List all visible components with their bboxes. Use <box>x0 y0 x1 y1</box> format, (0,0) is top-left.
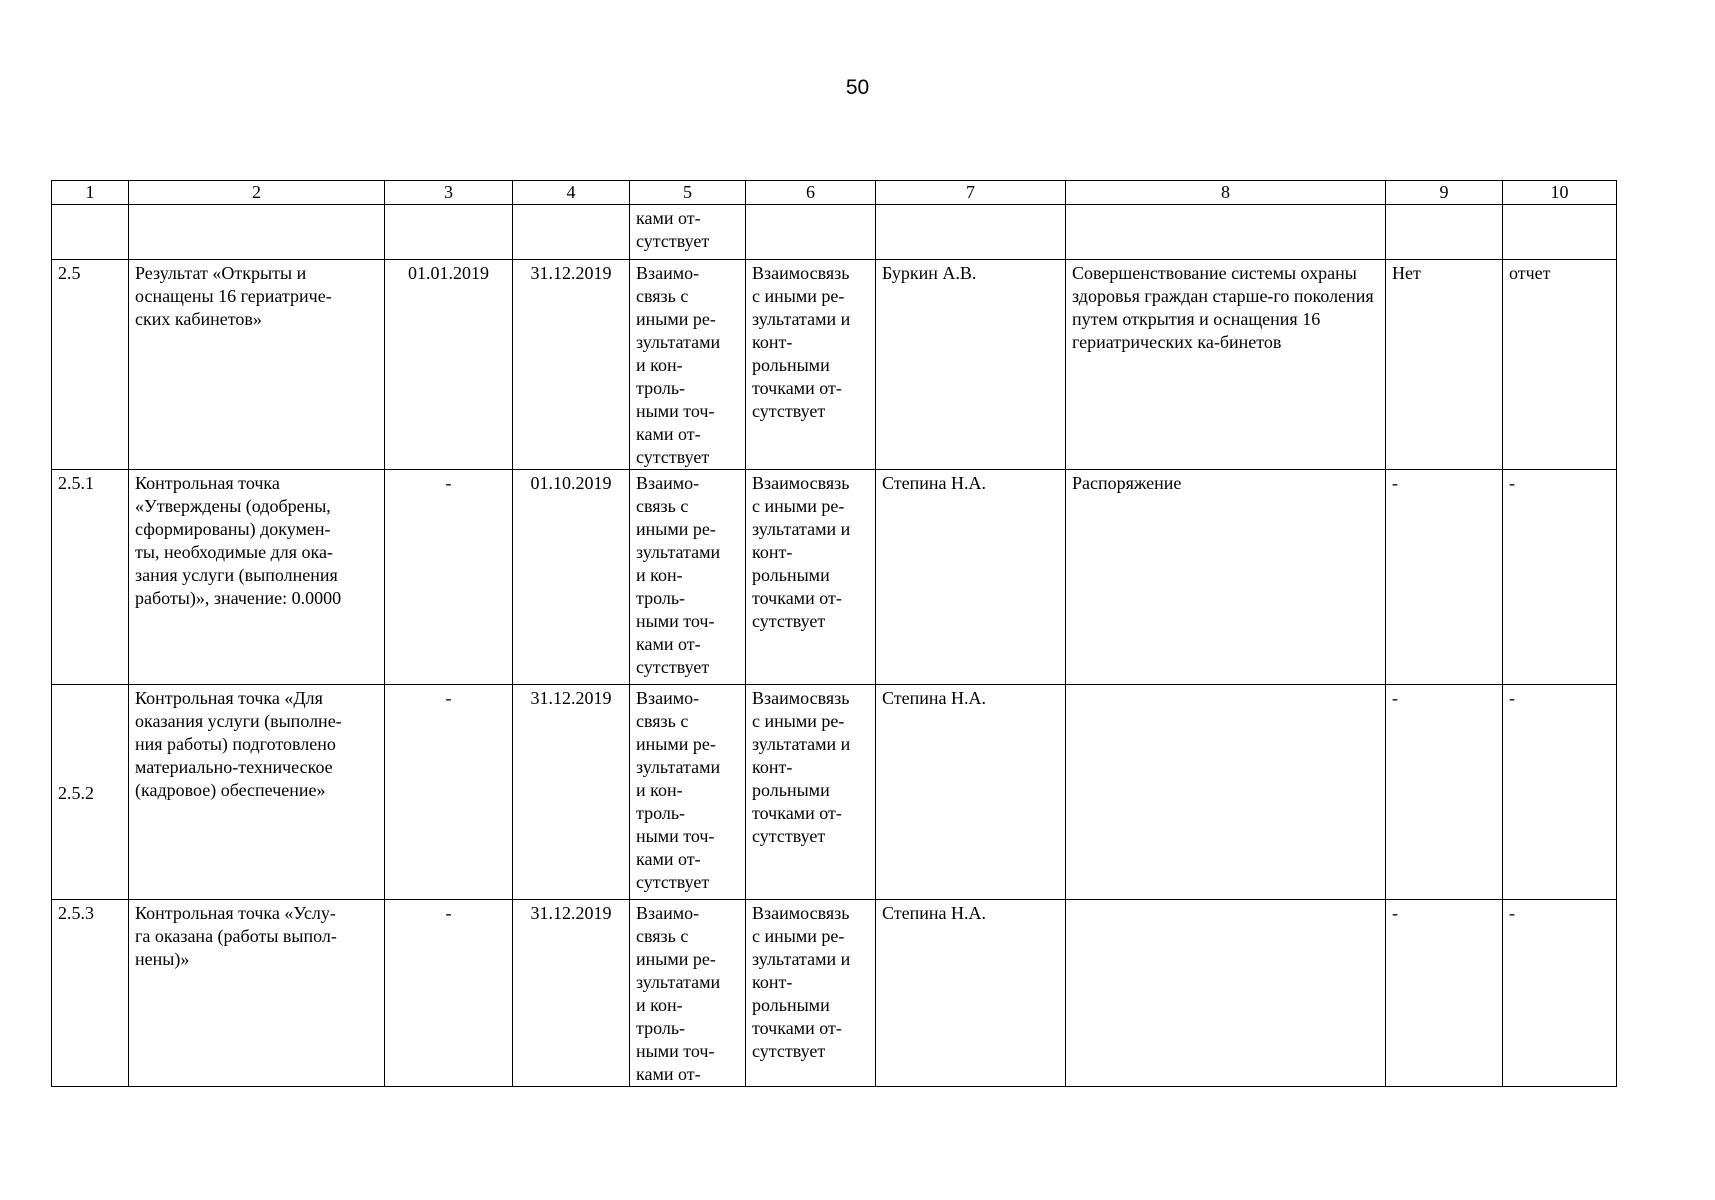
cell-col10: - <box>1503 900 1617 1087</box>
cell-line: ками от- <box>636 1064 701 1084</box>
cell <box>52 205 129 260</box>
cell-line: ния работы) подготовлено <box>135 734 336 754</box>
cell-line: связь с <box>636 286 689 306</box>
row-name <box>129 685 385 900</box>
cell-line: оказания услуги (выполне- <box>135 711 342 731</box>
cell-line: Взаимо- <box>636 688 700 708</box>
cell-line: Взаимо- <box>636 473 700 493</box>
cell-interrelation-checkpoints <box>746 470 876 685</box>
cell-line: иными ре- <box>636 309 716 329</box>
cell-interrelation-checkpoints <box>746 685 876 900</box>
cell-line: ками от- <box>636 634 701 654</box>
cell <box>1066 205 1386 260</box>
page-number: 50 <box>845 76 870 99</box>
cell-line: ными точ- <box>636 826 715 846</box>
cell <box>129 205 385 260</box>
cell-line: работы)», значение: 0.0000 <box>135 588 342 608</box>
cell <box>876 205 1066 260</box>
cell-line: Взаимосвязь <box>752 263 850 283</box>
responsible-person: Степина Н.А. <box>876 470 1066 685</box>
cell-line: Взаимосвязь <box>752 473 850 493</box>
column-header: 3 <box>385 181 513 205</box>
cell-line: с иными ре- <box>752 711 845 731</box>
cell-line: иными ре- <box>636 519 716 539</box>
cell <box>1386 205 1503 260</box>
cell-line: материально-техническое <box>135 757 333 777</box>
end-date: 31.12.2019 <box>513 900 630 1087</box>
cell-line: точками от- <box>752 378 842 398</box>
row-number: 2.5.3 <box>52 900 129 1087</box>
cell-line: связь с <box>636 496 689 516</box>
cell-line: ками от- <box>636 208 701 228</box>
cell-line: и кон- <box>636 565 683 585</box>
cell-line: сутствует <box>752 826 826 846</box>
column-header: 9 <box>1386 181 1503 205</box>
cell-line: Контрольная точка «Для <box>135 688 323 708</box>
cell-col9: - <box>1386 470 1503 685</box>
cell-col10: - <box>1503 685 1617 900</box>
cell-line: оснащены 16 гериатриче- <box>135 286 332 306</box>
plan-table <box>51 180 1617 1087</box>
cell-line: конт- <box>752 332 793 352</box>
cell-line: троль- <box>636 803 686 823</box>
cell-line: рольными <box>752 565 830 585</box>
cell-line: с иными ре- <box>752 286 845 306</box>
start-date: - <box>385 685 513 900</box>
cell-interrelation-results <box>630 205 746 260</box>
responsible-person: Буркин А.В. <box>876 260 1066 470</box>
cell-line: зультатами <box>636 542 721 562</box>
cell-line: с иными ре- <box>752 926 845 946</box>
cell-line: зультатами и <box>752 949 851 969</box>
cell-col9: - <box>1386 900 1503 1087</box>
cell-line: зания услуги (выполнения <box>135 565 338 585</box>
cell <box>746 205 876 260</box>
cell-line: иными ре- <box>636 949 716 969</box>
row-number: 2.5.2 <box>52 685 129 900</box>
cell-line: Контрольная точка <box>135 473 280 493</box>
end-date: 31.12.2019 <box>513 260 630 470</box>
cell-interrelation-results <box>630 900 746 1087</box>
row-name <box>129 260 385 470</box>
cell-line: зультатами и <box>752 519 851 539</box>
cell-line: Взаимо- <box>636 263 700 283</box>
cell-line: конт- <box>752 972 793 992</box>
header-row <box>52 181 1617 205</box>
cell-line: и кон- <box>636 780 683 800</box>
cell-line: ками от- <box>636 424 701 444</box>
cell-interrelation-checkpoints <box>746 900 876 1087</box>
table-row <box>52 260 1617 470</box>
cell-line: «Утверждены (одобрены, <box>135 496 331 516</box>
cell-interrelation-results <box>630 260 746 470</box>
cell-col10: отчет <box>1503 260 1617 470</box>
responsible-person: Степина Н.А. <box>876 685 1066 900</box>
cell-interrelation-checkpoints <box>746 260 876 470</box>
cell-col9: Нет <box>1386 260 1503 470</box>
cell-line: связь с <box>636 926 689 946</box>
cell-line: ными точ- <box>636 611 715 631</box>
column-header: 6 <box>746 181 876 205</box>
cell-line: зультатами <box>636 757 721 777</box>
start-date: - <box>385 900 513 1087</box>
column-header: 2 <box>129 181 385 205</box>
cell-interrelation-results <box>630 685 746 900</box>
cell-line: точками от- <box>752 803 842 823</box>
cell-line: и кон- <box>636 355 683 375</box>
continuation-row <box>52 205 1617 260</box>
cell-line: сутствует <box>636 447 710 467</box>
row-number: 2.5.1 <box>52 470 129 685</box>
end-date: 01.10.2019 <box>513 470 630 685</box>
start-date: - <box>385 470 513 685</box>
cell-line: ками от- <box>636 849 701 869</box>
column-header: 7 <box>876 181 1066 205</box>
cell <box>1503 205 1617 260</box>
cell-col9: - <box>1386 685 1503 900</box>
cell-line: конт- <box>752 542 793 562</box>
cell-line: га оказана (работы выпол- <box>135 926 337 946</box>
cell-line: Результат «Открыты и <box>135 263 307 283</box>
table-row <box>52 470 1617 685</box>
responsible-person: Степина Н.А. <box>876 900 1066 1087</box>
cell-line: с иными ре- <box>752 496 845 516</box>
cell-line: сутствует <box>636 872 710 892</box>
row-number: 2.5 <box>52 260 129 470</box>
cell-line: и кон- <box>636 995 683 1015</box>
cell-col10: - <box>1503 470 1617 685</box>
cell-line: иными ре- <box>636 734 716 754</box>
result-description: Распоряжение <box>1066 470 1386 685</box>
cell-interrelation-results <box>630 470 746 685</box>
column-header: 8 <box>1066 181 1386 205</box>
cell-line: сутствует <box>636 231 710 251</box>
result-description: Совершенствование системы охраны здоровья граждан старше-го поколения путем открытия и оснащения 16 гериатрических ка-бинетов <box>1066 260 1386 470</box>
cell-line: рольными <box>752 780 830 800</box>
cell-line: ты, необходимые для ока- <box>135 542 333 562</box>
cell-line: сутствует <box>752 401 826 421</box>
cell-line: ских кабинетов» <box>135 309 262 329</box>
column-header: 10 <box>1503 181 1617 205</box>
cell-line: троль- <box>636 588 686 608</box>
cell-line: Контрольная точка «Услу- <box>135 903 336 923</box>
result-description <box>1066 900 1386 1087</box>
cell-line: конт- <box>752 757 793 777</box>
cell-line: троль- <box>636 378 686 398</box>
cell-line: зультатами <box>636 972 721 992</box>
result-description <box>1066 685 1386 900</box>
cell-line: Взаимосвязь <box>752 903 850 923</box>
column-header: 5 <box>630 181 746 205</box>
cell-line: зультатами <box>636 332 721 352</box>
cell-line: троль- <box>636 1018 686 1038</box>
cell-line: точками от- <box>752 588 842 608</box>
cell <box>385 205 513 260</box>
cell-line: ными точ- <box>636 401 715 421</box>
table-row <box>52 685 1617 900</box>
cell-line: сформированы) докумен- <box>135 519 331 539</box>
cell <box>513 205 630 260</box>
cell-line: сутствует <box>636 657 710 677</box>
table-row <box>52 900 1617 1087</box>
cell-line: (кадровое) обеспечение» <box>135 780 326 800</box>
cell-line: Взаимосвязь <box>752 688 850 708</box>
column-header: 1 <box>52 181 129 205</box>
end-date: 31.12.2019 <box>513 685 630 900</box>
row-name <box>129 470 385 685</box>
column-header: 4 <box>513 181 630 205</box>
cell-line: зультатами и <box>752 734 851 754</box>
row-name <box>129 900 385 1087</box>
cell-line: рольными <box>752 355 830 375</box>
cell-line: точками от- <box>752 1018 842 1038</box>
cell-line: рольными <box>752 995 830 1015</box>
cell-line: сутствует <box>752 1041 826 1061</box>
cell-line: ными точ- <box>636 1041 715 1061</box>
cell-line: Взаимо- <box>636 903 700 923</box>
cell-line: зультатами и <box>752 309 851 329</box>
cell-line: сутствует <box>752 611 826 631</box>
start-date: 01.01.2019 <box>385 260 513 470</box>
cell-line: нены)» <box>135 949 190 969</box>
cell-line: связь с <box>636 711 689 731</box>
